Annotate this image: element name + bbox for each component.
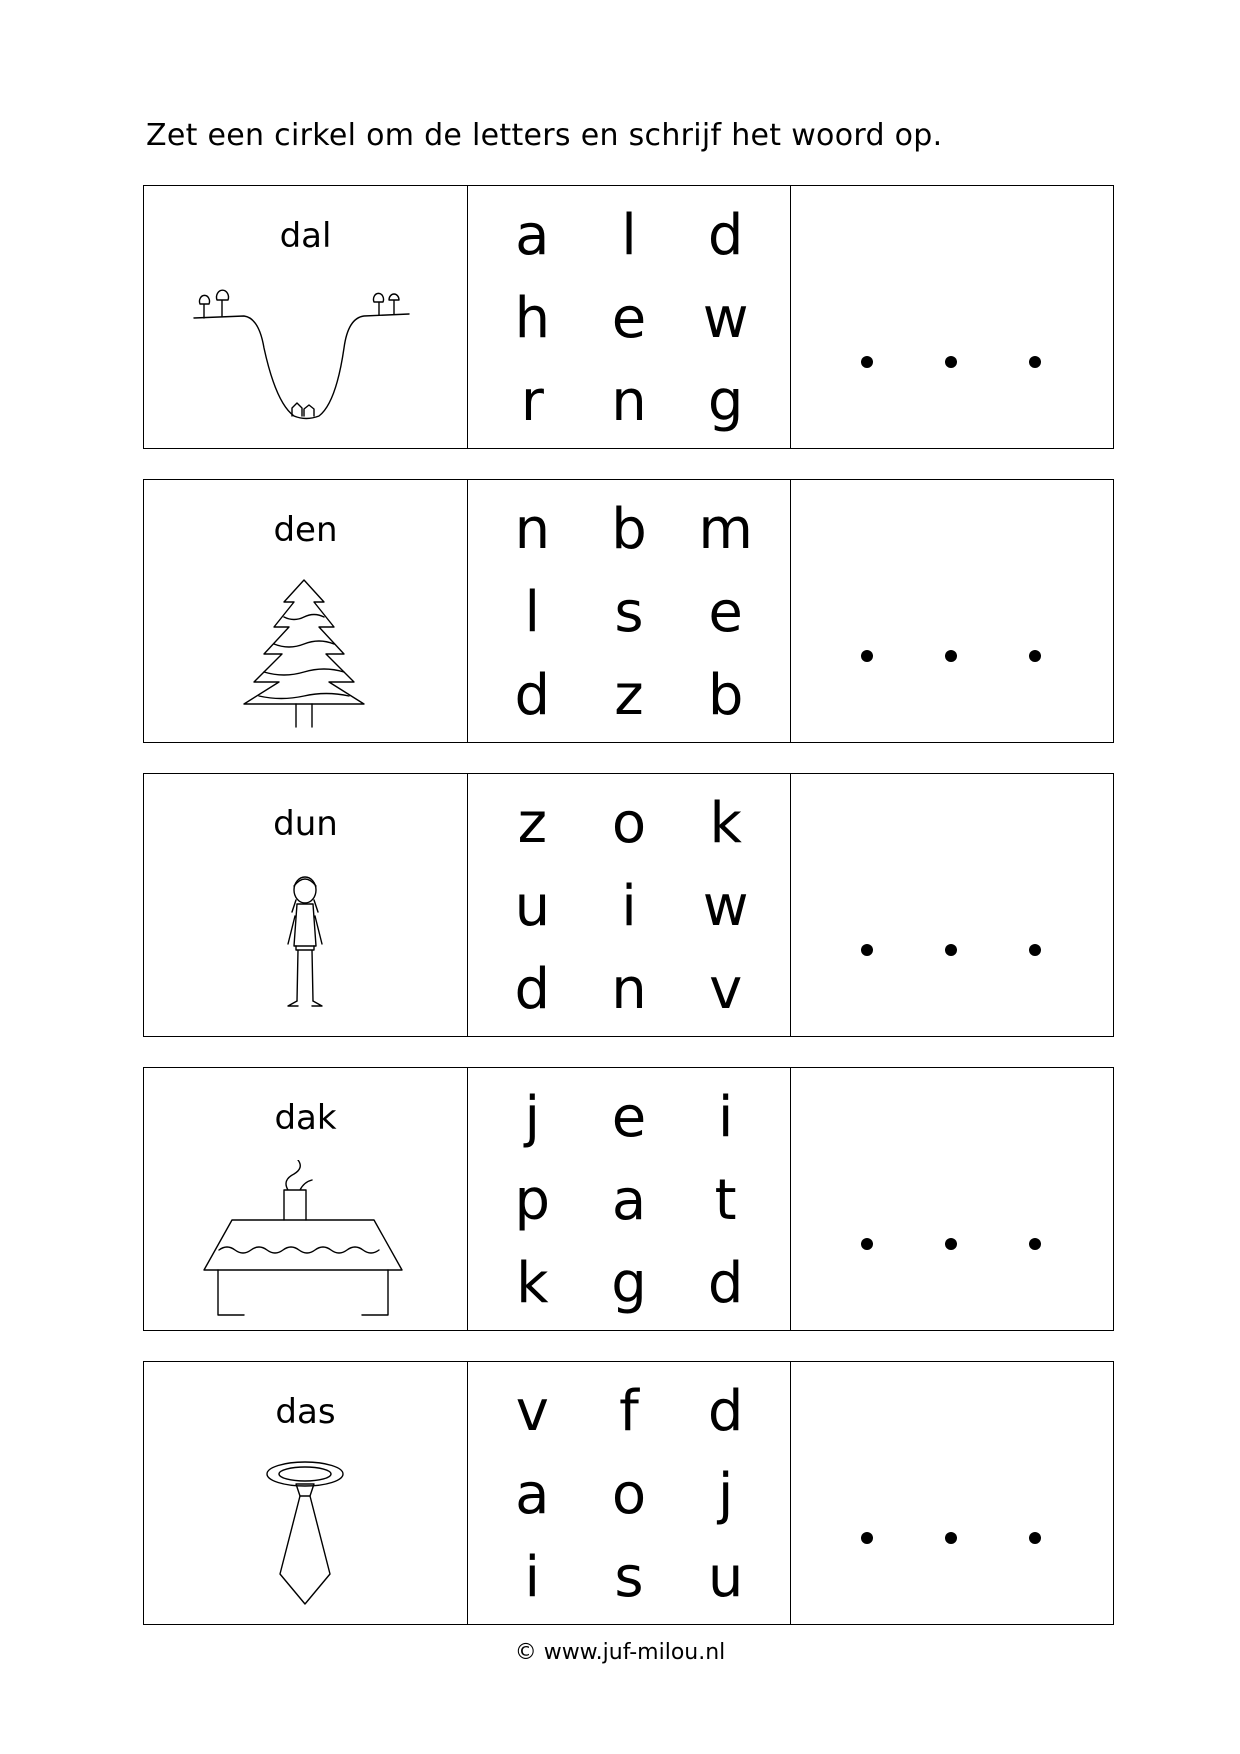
- pine-tree-illustration: [184, 572, 427, 732]
- letter[interactable]: g: [707, 369, 744, 435]
- letter[interactable]: b: [707, 663, 744, 729]
- exercise-table: [143, 185, 1114, 1655]
- letter[interactable]: n: [514, 496, 551, 562]
- answer-dots: [861, 356, 1041, 368]
- letter[interactable]: k: [516, 1251, 549, 1317]
- letter[interactable]: a: [515, 1461, 550, 1527]
- letter[interactable]: s: [614, 579, 644, 645]
- answer-dots: [861, 1532, 1041, 1544]
- letter[interactable]: a: [611, 1167, 647, 1233]
- letter[interactable]: l: [621, 202, 637, 268]
- letter[interactable]: j: [717, 1461, 734, 1527]
- answer-dot: [945, 944, 957, 956]
- instruction-text: Zet een cirkel om de letters en schrijf het woord op.: [146, 118, 943, 153]
- answer-cell[interactable]: [790, 774, 1113, 1036]
- target-word: dun: [273, 804, 338, 844]
- answer-dot: [1029, 1532, 1041, 1544]
- letter[interactable]: j: [524, 1084, 541, 1150]
- letter[interactable]: w: [702, 873, 749, 939]
- answer-dot: [945, 356, 957, 368]
- answer-cell[interactable]: [790, 1362, 1113, 1624]
- word-picture-cell: [144, 186, 467, 448]
- letter[interactable]: p: [514, 1167, 551, 1233]
- letter[interactable]: u: [707, 1545, 744, 1611]
- answer-cell[interactable]: [790, 480, 1113, 742]
- letter[interactable]: n: [611, 957, 647, 1023]
- answer-dot: [861, 1238, 873, 1250]
- letter[interactable]: b: [611, 496, 647, 562]
- letter[interactable]: i: [717, 1084, 734, 1150]
- letter-grid-cell: [467, 774, 790, 1036]
- letter[interactable]: d: [707, 1251, 744, 1317]
- letter[interactable]: k: [709, 790, 742, 856]
- letter[interactable]: a: [515, 202, 550, 268]
- letter[interactable]: i: [621, 873, 637, 939]
- target-word: dak: [274, 1098, 337, 1138]
- letter[interactable]: e: [708, 579, 743, 645]
- letter[interactable]: v: [709, 957, 743, 1023]
- exercise-row: [143, 479, 1114, 743]
- word-picture-cell: [144, 1362, 467, 1624]
- letter[interactable]: d: [514, 663, 551, 729]
- exercise-row: [143, 1067, 1114, 1331]
- answer-dots: [861, 650, 1041, 662]
- answer-dot: [1029, 356, 1041, 368]
- word-picture-cell: [144, 480, 467, 742]
- house-roof-illustration: [184, 1160, 427, 1320]
- answer-dot: [861, 356, 873, 368]
- answer-cell[interactable]: [790, 186, 1113, 448]
- answer-dot: [1029, 650, 1041, 662]
- letter[interactable]: m: [698, 496, 753, 562]
- answer-dot: [945, 1532, 957, 1544]
- word-picture-cell: [144, 1068, 467, 1330]
- letter-grid-cell: [467, 480, 790, 742]
- valley-illustration: [184, 278, 427, 438]
- exercise-row: [143, 185, 1114, 449]
- letter[interactable]: e: [611, 285, 647, 351]
- letter[interactable]: o: [611, 1461, 647, 1527]
- answer-dot: [861, 650, 873, 662]
- copyright-footer: © www.juf-milou.nl: [514, 1640, 726, 1665]
- letter[interactable]: u: [514, 873, 551, 939]
- letter[interactable]: w: [702, 285, 749, 351]
- letter[interactable]: f: [619, 1378, 639, 1444]
- letter[interactable]: z: [517, 790, 548, 856]
- letter[interactable]: t: [714, 1167, 737, 1233]
- letter-grid-cell: [467, 1068, 790, 1330]
- answer-dot: [1029, 1238, 1041, 1250]
- letter[interactable]: e: [611, 1084, 647, 1150]
- answer-dot: [945, 650, 957, 662]
- letter-grid-cell: [467, 1362, 790, 1624]
- letter[interactable]: s: [614, 1545, 644, 1611]
- letter[interactable]: z: [614, 663, 644, 729]
- letter[interactable]: o: [611, 790, 647, 856]
- letter[interactable]: r: [520, 369, 544, 435]
- letter[interactable]: d: [707, 1378, 744, 1444]
- letter[interactable]: v: [515, 1378, 549, 1444]
- necktie-illustration: [184, 1454, 427, 1614]
- answer-dots: [861, 944, 1041, 956]
- answer-cell[interactable]: [790, 1068, 1113, 1330]
- exercise-row: [143, 1361, 1114, 1625]
- letter[interactable]: h: [514, 285, 551, 351]
- letter[interactable]: d: [514, 957, 551, 1023]
- answer-dots: [861, 1238, 1041, 1250]
- word-picture-cell: [144, 774, 467, 1036]
- letter[interactable]: l: [524, 579, 541, 645]
- answer-dot: [861, 944, 873, 956]
- answer-dot: [1029, 944, 1041, 956]
- answer-dot: [861, 1532, 873, 1544]
- thin-person-illustration: [184, 866, 427, 1026]
- letter[interactable]: d: [707, 202, 744, 268]
- letter-grid-cell: [467, 186, 790, 448]
- answer-dot: [945, 1238, 957, 1250]
- exercise-row: [143, 773, 1114, 1037]
- letter[interactable]: i: [524, 1545, 541, 1611]
- letter[interactable]: g: [611, 1251, 647, 1317]
- target-word: dal: [279, 216, 332, 256]
- target-word: den: [273, 510, 338, 550]
- letter[interactable]: n: [611, 369, 647, 435]
- target-word: das: [275, 1392, 336, 1432]
